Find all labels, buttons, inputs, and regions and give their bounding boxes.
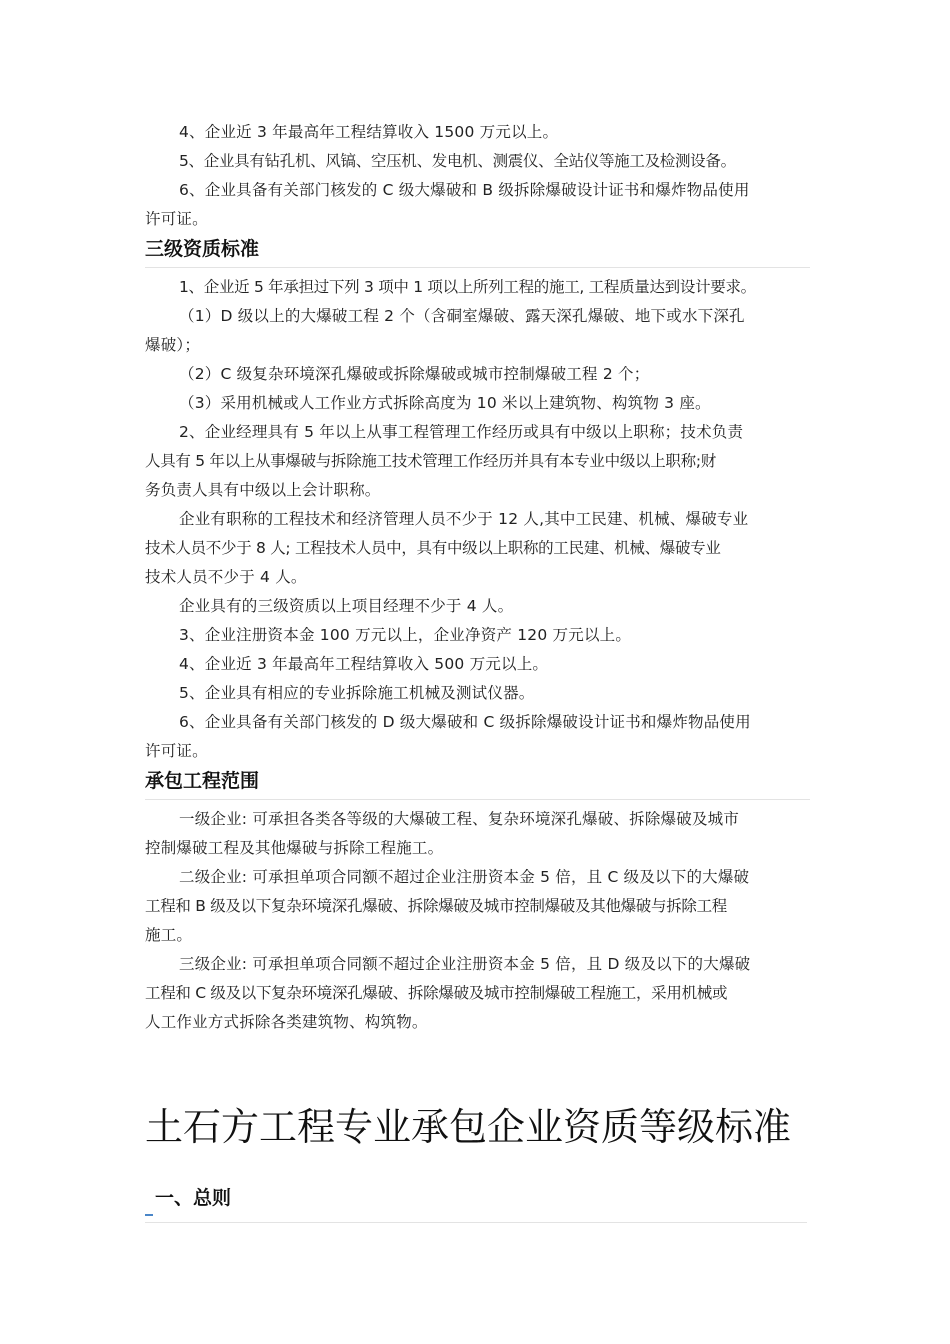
paragraph-cont: 人工作业方式拆除各类建筑物、构筑物。	[145, 1013, 428, 1031]
list-item: 1、企业近 5 年承担过下列 3 项中 1 项以上所列工程的施工, 工程质量达到设计要求。	[179, 278, 756, 296]
section-heading-grade3: 三级资质标准	[145, 236, 810, 268]
list-item-cont: 人具有 5 年以上从事爆破与拆除施工技术管理工作经历并具有本专业中级以上职称;财	[145, 452, 716, 470]
paragraph-cont: 工程和 C 级及以下复杂环境深孔爆破、拆除爆破及城市控制爆破工程施工，采用机械或	[145, 984, 728, 1002]
list-item-cont: 爆破）；	[145, 336, 201, 354]
paragraph: 三级企业: 可承担单项合同额不超过企业注册资本金 5 倍，且 D 级及以下的大爆破	[179, 955, 751, 973]
list-item-cont: 技术人员不少于 8 人; 工程技术人员中，具有中级以上职称的工民建、机械、爆破专业	[145, 539, 721, 557]
paragraph: 5、企业具有钻孔机、风镐、空压机、发电机、测震仪、全站仪等施工及检测设备。	[179, 152, 736, 170]
section-heading-general	[145, 1183, 807, 1223]
list-item: （3）采用机械或人工作业方式拆除高度为 10 米以上建筑物、构筑物 3 座。	[179, 394, 711, 412]
list-item: 2、企业经理具有 5 年以上从事工程管理工作经历或具有中级以上职称；技术负责	[179, 423, 744, 441]
list-item: 6、企业具备有关部门核发的 D 级大爆破和 C 级拆除爆破设计证书和爆炸物品使用	[179, 713, 751, 731]
section-heading-text: 一、总则	[155, 1187, 232, 1209]
anchor-marker	[145, 1214, 153, 1216]
list-item-cont: 技术人员不少于 4 人。	[145, 568, 307, 586]
paragraph-cont: 工程和 B 级及以下复杂环境深孔爆破、拆除爆破及城市控制爆破及其他爆破与拆除工程	[145, 897, 727, 915]
list-item: 3、企业注册资本金 100 万元以上，企业净资产 120 万元以上。	[179, 626, 632, 644]
paragraph-cont: 施工。	[145, 926, 193, 944]
paragraph: 二级企业: 可承担单项合同额不超过企业注册资本金 5 倍，且 C 级及以下的大爆破	[179, 868, 750, 886]
document-title: 土石方工程专业承包企业资质等级标准	[145, 1105, 792, 1149]
list-item-cont: 许可证。	[145, 742, 208, 760]
paragraph: 一级企业: 可承担各类各等级的大爆破工程、复杂环境深孔爆破、拆除爆破及城市	[179, 810, 740, 828]
paragraph: 6、企业具备有关部门核发的 C 级大爆破和 B 级拆除爆破设计证书和爆炸物品使用	[179, 181, 750, 199]
section-heading-scope: 承包工程范围	[145, 768, 810, 800]
list-item: （1）D 级以上的大爆破工程 2 个（含硐室爆破、露天深孔爆破、地下或水下深孔	[179, 307, 745, 325]
list-item: 5、企业具有相应的专业拆除施工机械及测试仪器。	[179, 684, 535, 702]
paragraph: 4、企业近 3 年最高年工程结算收入 1500 万元以上。	[179, 123, 559, 141]
list-item: 企业有职称的工程技术和经济管理人员不少于 12 人,其中工民建、机械、爆破专业	[179, 510, 749, 528]
list-item-cont: 务负责人具有中级以上会计职称。	[145, 481, 381, 499]
document-body	[145, 118, 810, 1037]
paragraph: 许可证。	[145, 210, 208, 228]
list-item: 企业具有的三级资质以上项目经理不少于 4 人。	[179, 597, 514, 615]
list-item: （2）C 级复杂环境深孔爆破或拆除爆破或城市控制爆破工程 2 个；	[179, 365, 650, 383]
paragraph-cont: 控制爆破工程及其他爆破与拆除工程施工。	[145, 839, 444, 857]
list-item: 4、企业近 3 年最高年工程结算收入 500 万元以上。	[179, 655, 549, 673]
